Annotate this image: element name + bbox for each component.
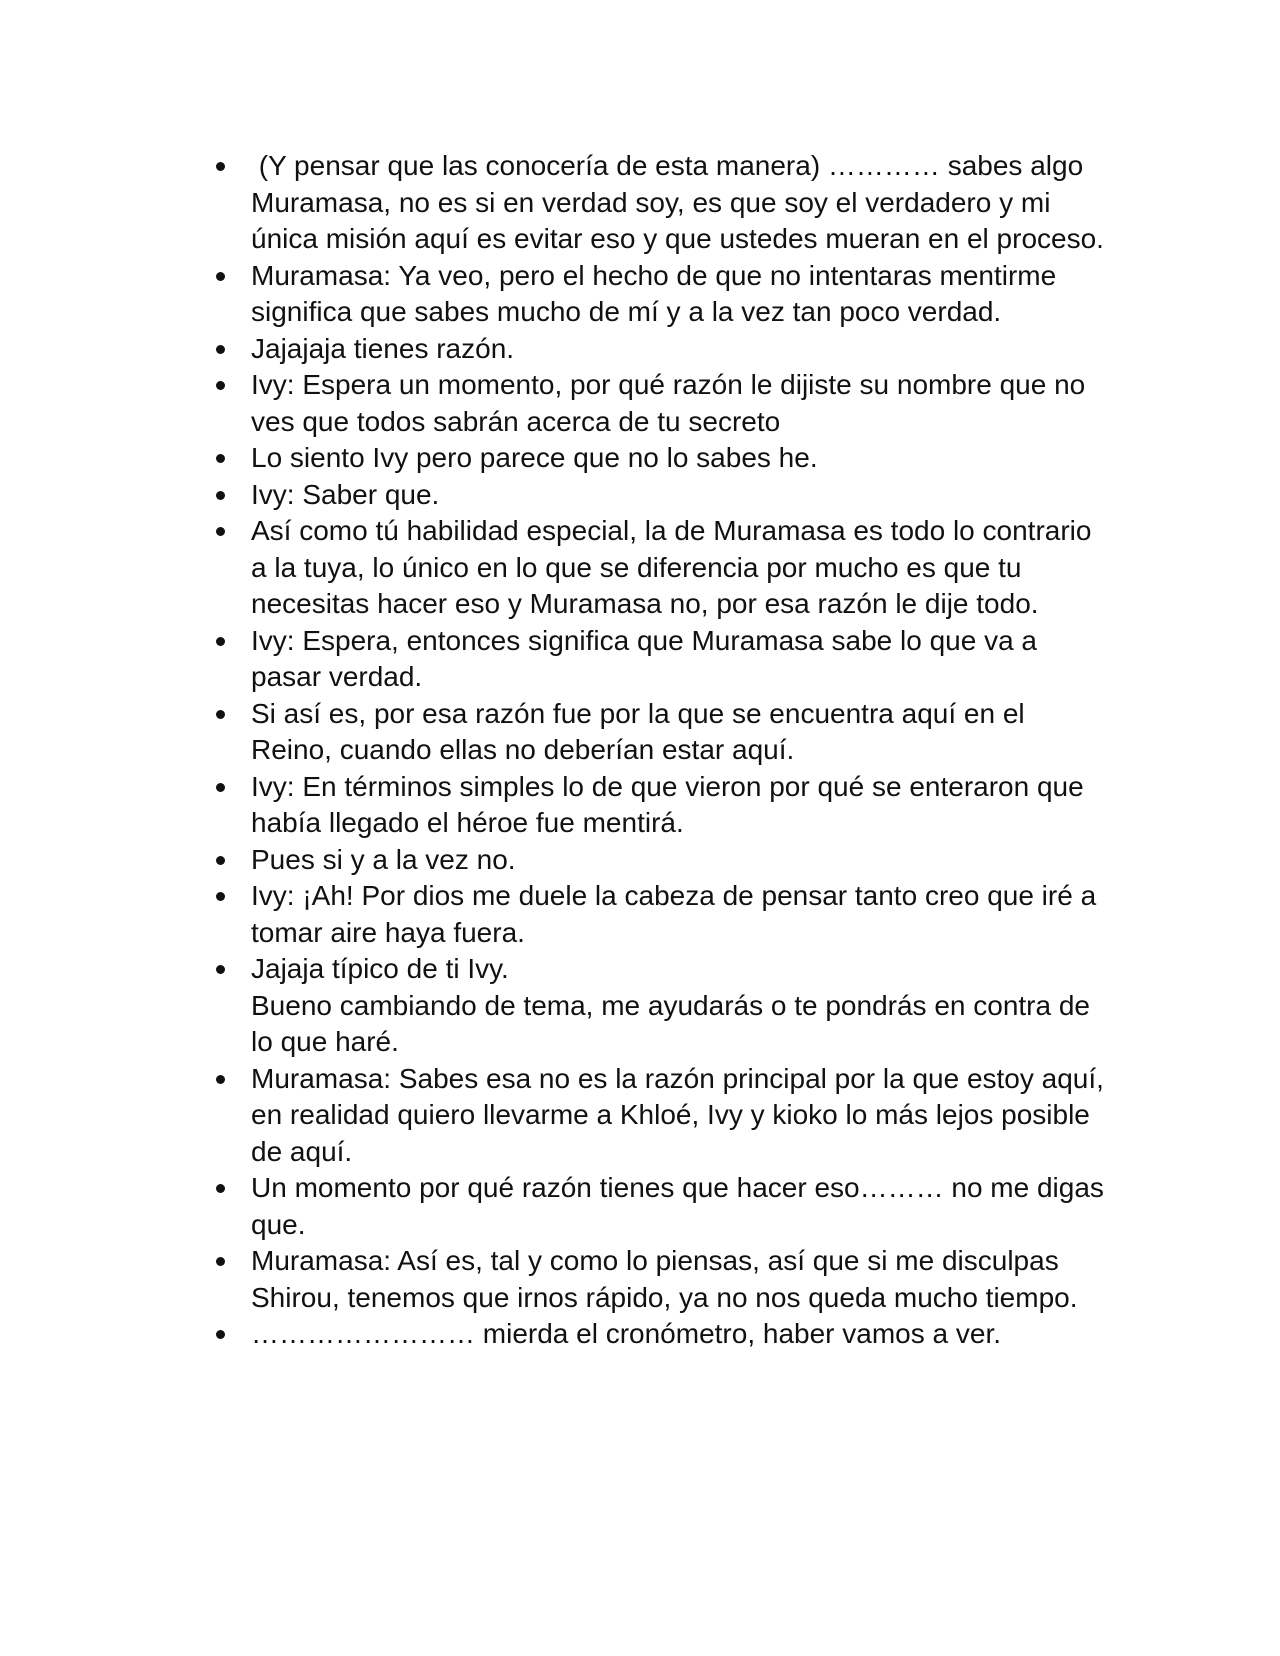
bullet-icon [216,381,225,390]
list-item [213,623,1113,696]
bullet-icon [216,710,225,719]
list-item [213,367,1113,440]
bullet-icon [216,345,225,354]
bullet-icon [216,1330,225,1339]
bullet-icon [216,965,225,974]
bullet-icon [216,637,225,646]
list-item-text: Ivy: Espera un momento, por qué razón le dijiste su nombre que no ves que todos sabrán acerca de tu secreto [251,369,1094,437]
bullet-list [213,148,1113,1353]
list-item-text: Así como tú habilidad especial, la de Muramasa es todo lo contrario a la tuya, lo único en lo que se diferencia por mucho es que tu necesitas hacer eso y Muramasa no, por esa razón le dije todo. [251,515,1100,619]
bullet-icon [216,491,225,500]
bullet-icon [216,272,225,281]
list-item-text: …………………… mierda el cronómetro, haber vamos a ver. [251,1318,1002,1349]
bullet-icon [216,527,225,536]
bullet-icon [216,856,225,865]
list-item [213,769,1113,842]
list-item [213,258,1113,331]
bullet-icon [216,1075,225,1084]
list-item-text: Si así es, por esa razón fue por la que se encuentra aquí en el Reino, cuando ellas no deberían estar aquí. [251,697,1033,765]
list-item-text: (Y pensar que las conocería de esta manera) ………… sabes algo Muramasa, no es si en verdad soy, es que soy el verdadero y mi única misión aquí es evitar eso y que ustedes mueran en el proceso. [251,150,1104,254]
list-item-text: Un momento por qué razón tienes que hacer eso……… no me digas que. [251,1172,1112,1240]
list-item [213,842,1113,879]
list-item [213,696,1113,769]
bullet-icon [216,1257,225,1266]
bullet-icon [216,892,225,901]
list-item-text: Ivy: Espera, entonces significa que Muramasa sabe lo que va a pasar verdad. [251,624,1045,692]
list-item [213,513,1113,623]
list-item [213,1316,1113,1353]
bullet-icon [216,162,225,171]
list-item [213,331,1113,368]
bullet-icon [216,1184,225,1193]
list-item [213,1170,1113,1243]
bullet-icon [216,783,225,792]
list-item-text: Ivy: ¡Ah! Por dios me duele la cabeza de pensar tanto creo que iré a tomar aire haya fuera. [251,880,1104,948]
list-item-text: Jajaja típico de ti Ivy. Bueno cambiando de tema, me ayudarás o te pondrás en contra de lo que haré. [251,953,1090,1057]
list-item [213,1061,1113,1171]
list-item [213,477,1113,514]
list-item [213,878,1113,951]
list-item-text: Ivy: En términos simples lo de que vieron por qué se enteraron que había llegado el héroe fue mentirá. [251,770,1092,838]
list-item [213,951,1113,1061]
list-item-text: Ivy: Saber que. [251,478,440,510]
list-item [213,148,1113,258]
bullet-icon [216,454,225,463]
list-item-text: Lo siento Ivy pero parece que no lo sabes he. [251,442,818,473]
list-item-text: Muramasa: Ya veo, pero el hecho de que no intentaras mentirme significa que sabes mucho de mí y a la vez tan poco verdad. [251,259,1064,327]
list-item-text: Pues si y a la vez no. [251,843,516,875]
list-item-text: Jajajaja tienes razón. [251,332,515,364]
list-item [213,440,1113,477]
list-item-text: Muramasa: Así es, tal y como lo piensas, así que si me disculpas Shirou, tenemos que irnos rápido, ya no nos queda mucho tiempo. [251,1245,1078,1313]
list-item [213,1243,1113,1316]
list-item-text: Muramasa: Sabes esa no es la razón principal por la que estoy aquí, en realidad quiero llevarme a Khloé, Ivy y kioko lo más lejos posible de aquí. [251,1062,1112,1167]
